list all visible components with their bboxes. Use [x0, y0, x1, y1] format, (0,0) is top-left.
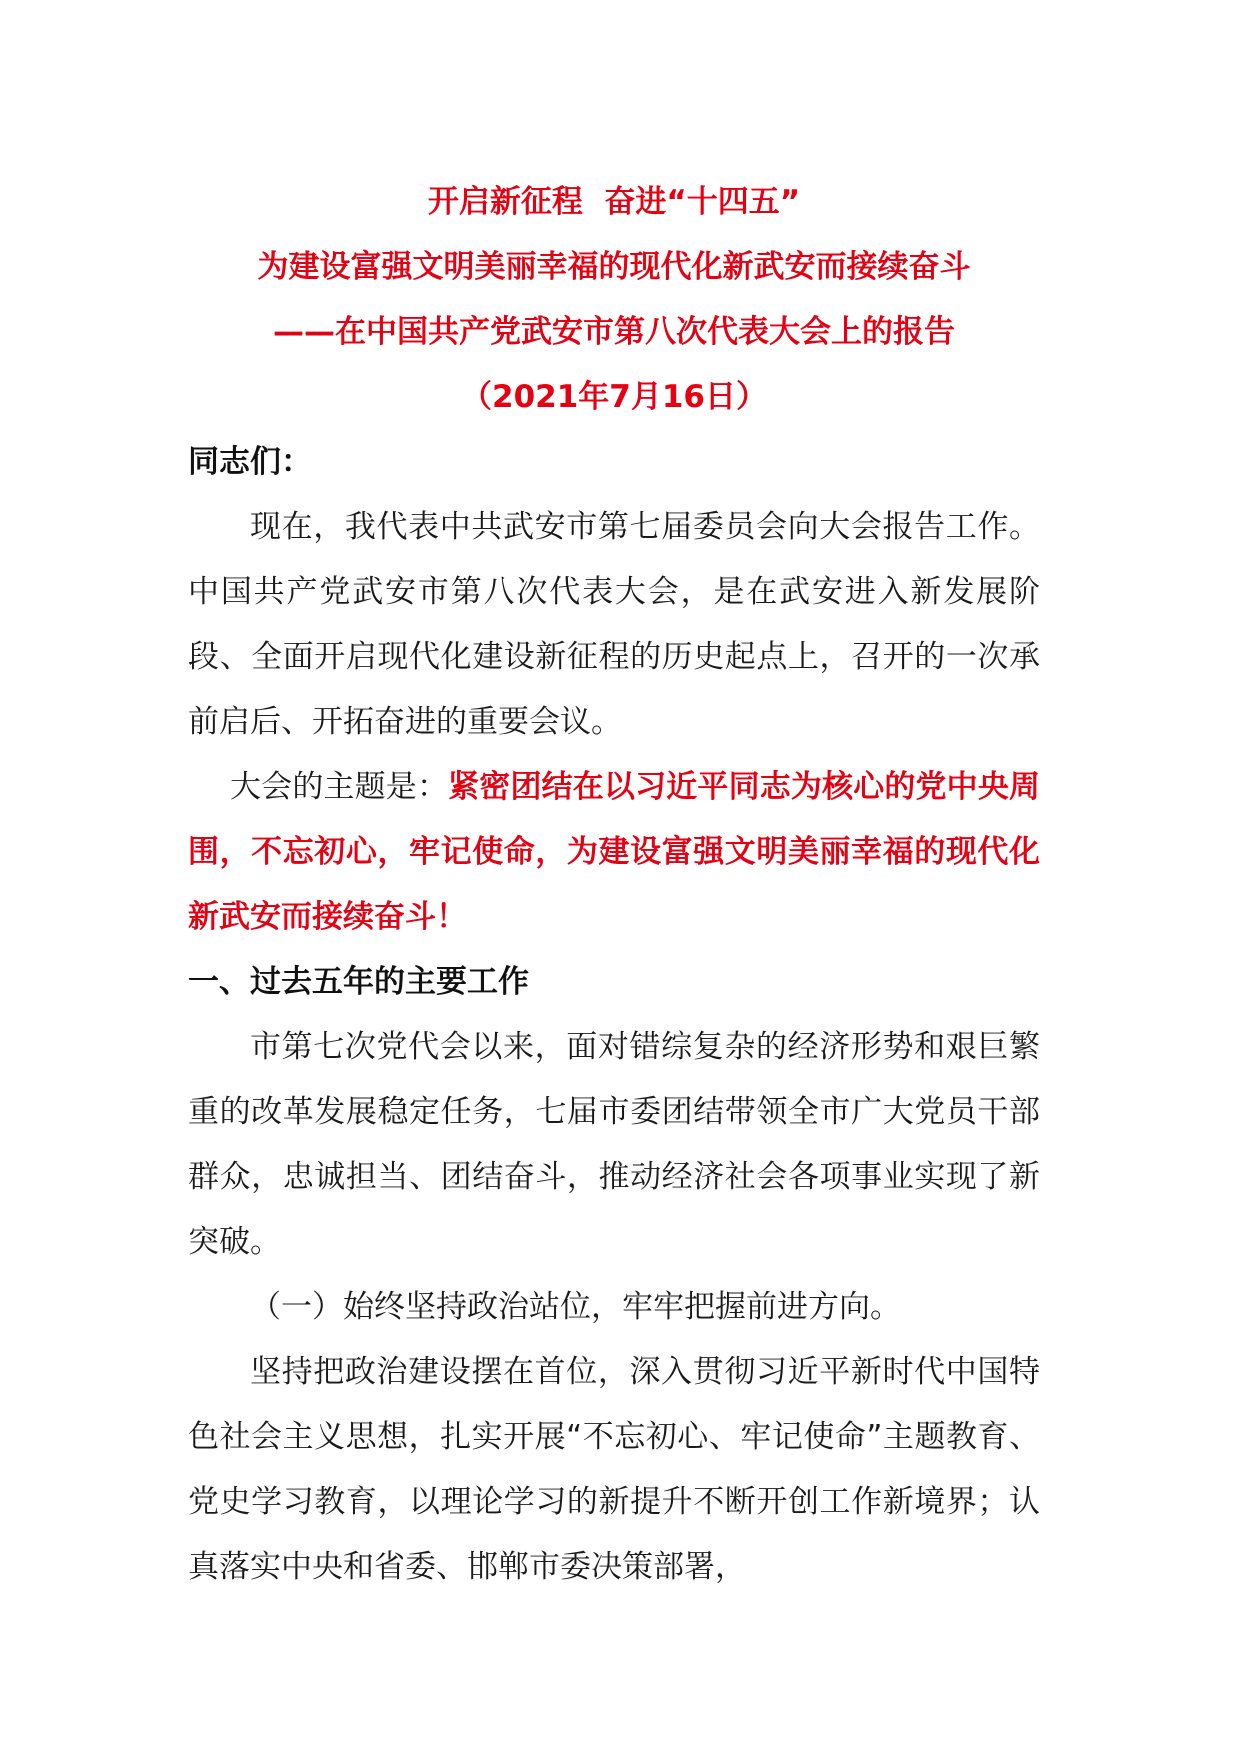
title-line-2: 为建设富强文明美丽幸福的现代化新武安而接续奋斗: [257, 249, 971, 285]
section-1-heading: 一、过去五年的主要工作: [188, 964, 529, 1000]
report-date: （2021年7月16日）: [461, 379, 767, 415]
theme-prefix: 大会的主题是：: [230, 769, 449, 805]
subsection-1-paragraph: 坚持把政治建设摆在首位，深入贯彻习近平新时代中国特色社会主义思想，扎实开展“不忘初心、牢记使命”主题教育、党史学习教育，以理论学习的新提升不断开创工作新境界；认真落实中央和省委、邯郸市委决策部署，: [188, 1354, 1040, 1585]
title-line-3: ——在中国共产党武安市第八次代表大会上的报告: [273, 314, 955, 350]
intro-paragraph: 现在，我代表中共武安市第七届委员会向大会报告工作。中国共产党武安市第八次代表大会，是在武安进入新发展阶段、全面开启现代化建设新征程的历史起点上，召开的一次承前启后、开拓奋进的重要会议。: [188, 509, 1040, 740]
theme-paragraph: [188, 755, 1040, 950]
section-1-paragraph: 市第七次党代会以来，面对错综复杂的经济形势和艰巨繁重的改革发展稳定任务，七届市委团结带领全市广大党员干部群众，忠诚担当、团结奋斗，推动经济社会各项事业实现了新突破。: [188, 1029, 1040, 1260]
title-line-1: 开启新征程 奋进“十四五”: [427, 184, 801, 220]
document-page: [188, 170, 1040, 1600]
subsection-1-heading: （一）始终坚持政治站位，牢牢把握前进方向。: [250, 1289, 901, 1325]
theme-text: 紧密团结在以习近平同志为核心的党中央周围，不忘初心，牢记使命，为建设富强文明美丽幸福的现代化新武安而接续奋斗！: [188, 769, 1041, 935]
salutation: 同志们：: [188, 444, 312, 480]
